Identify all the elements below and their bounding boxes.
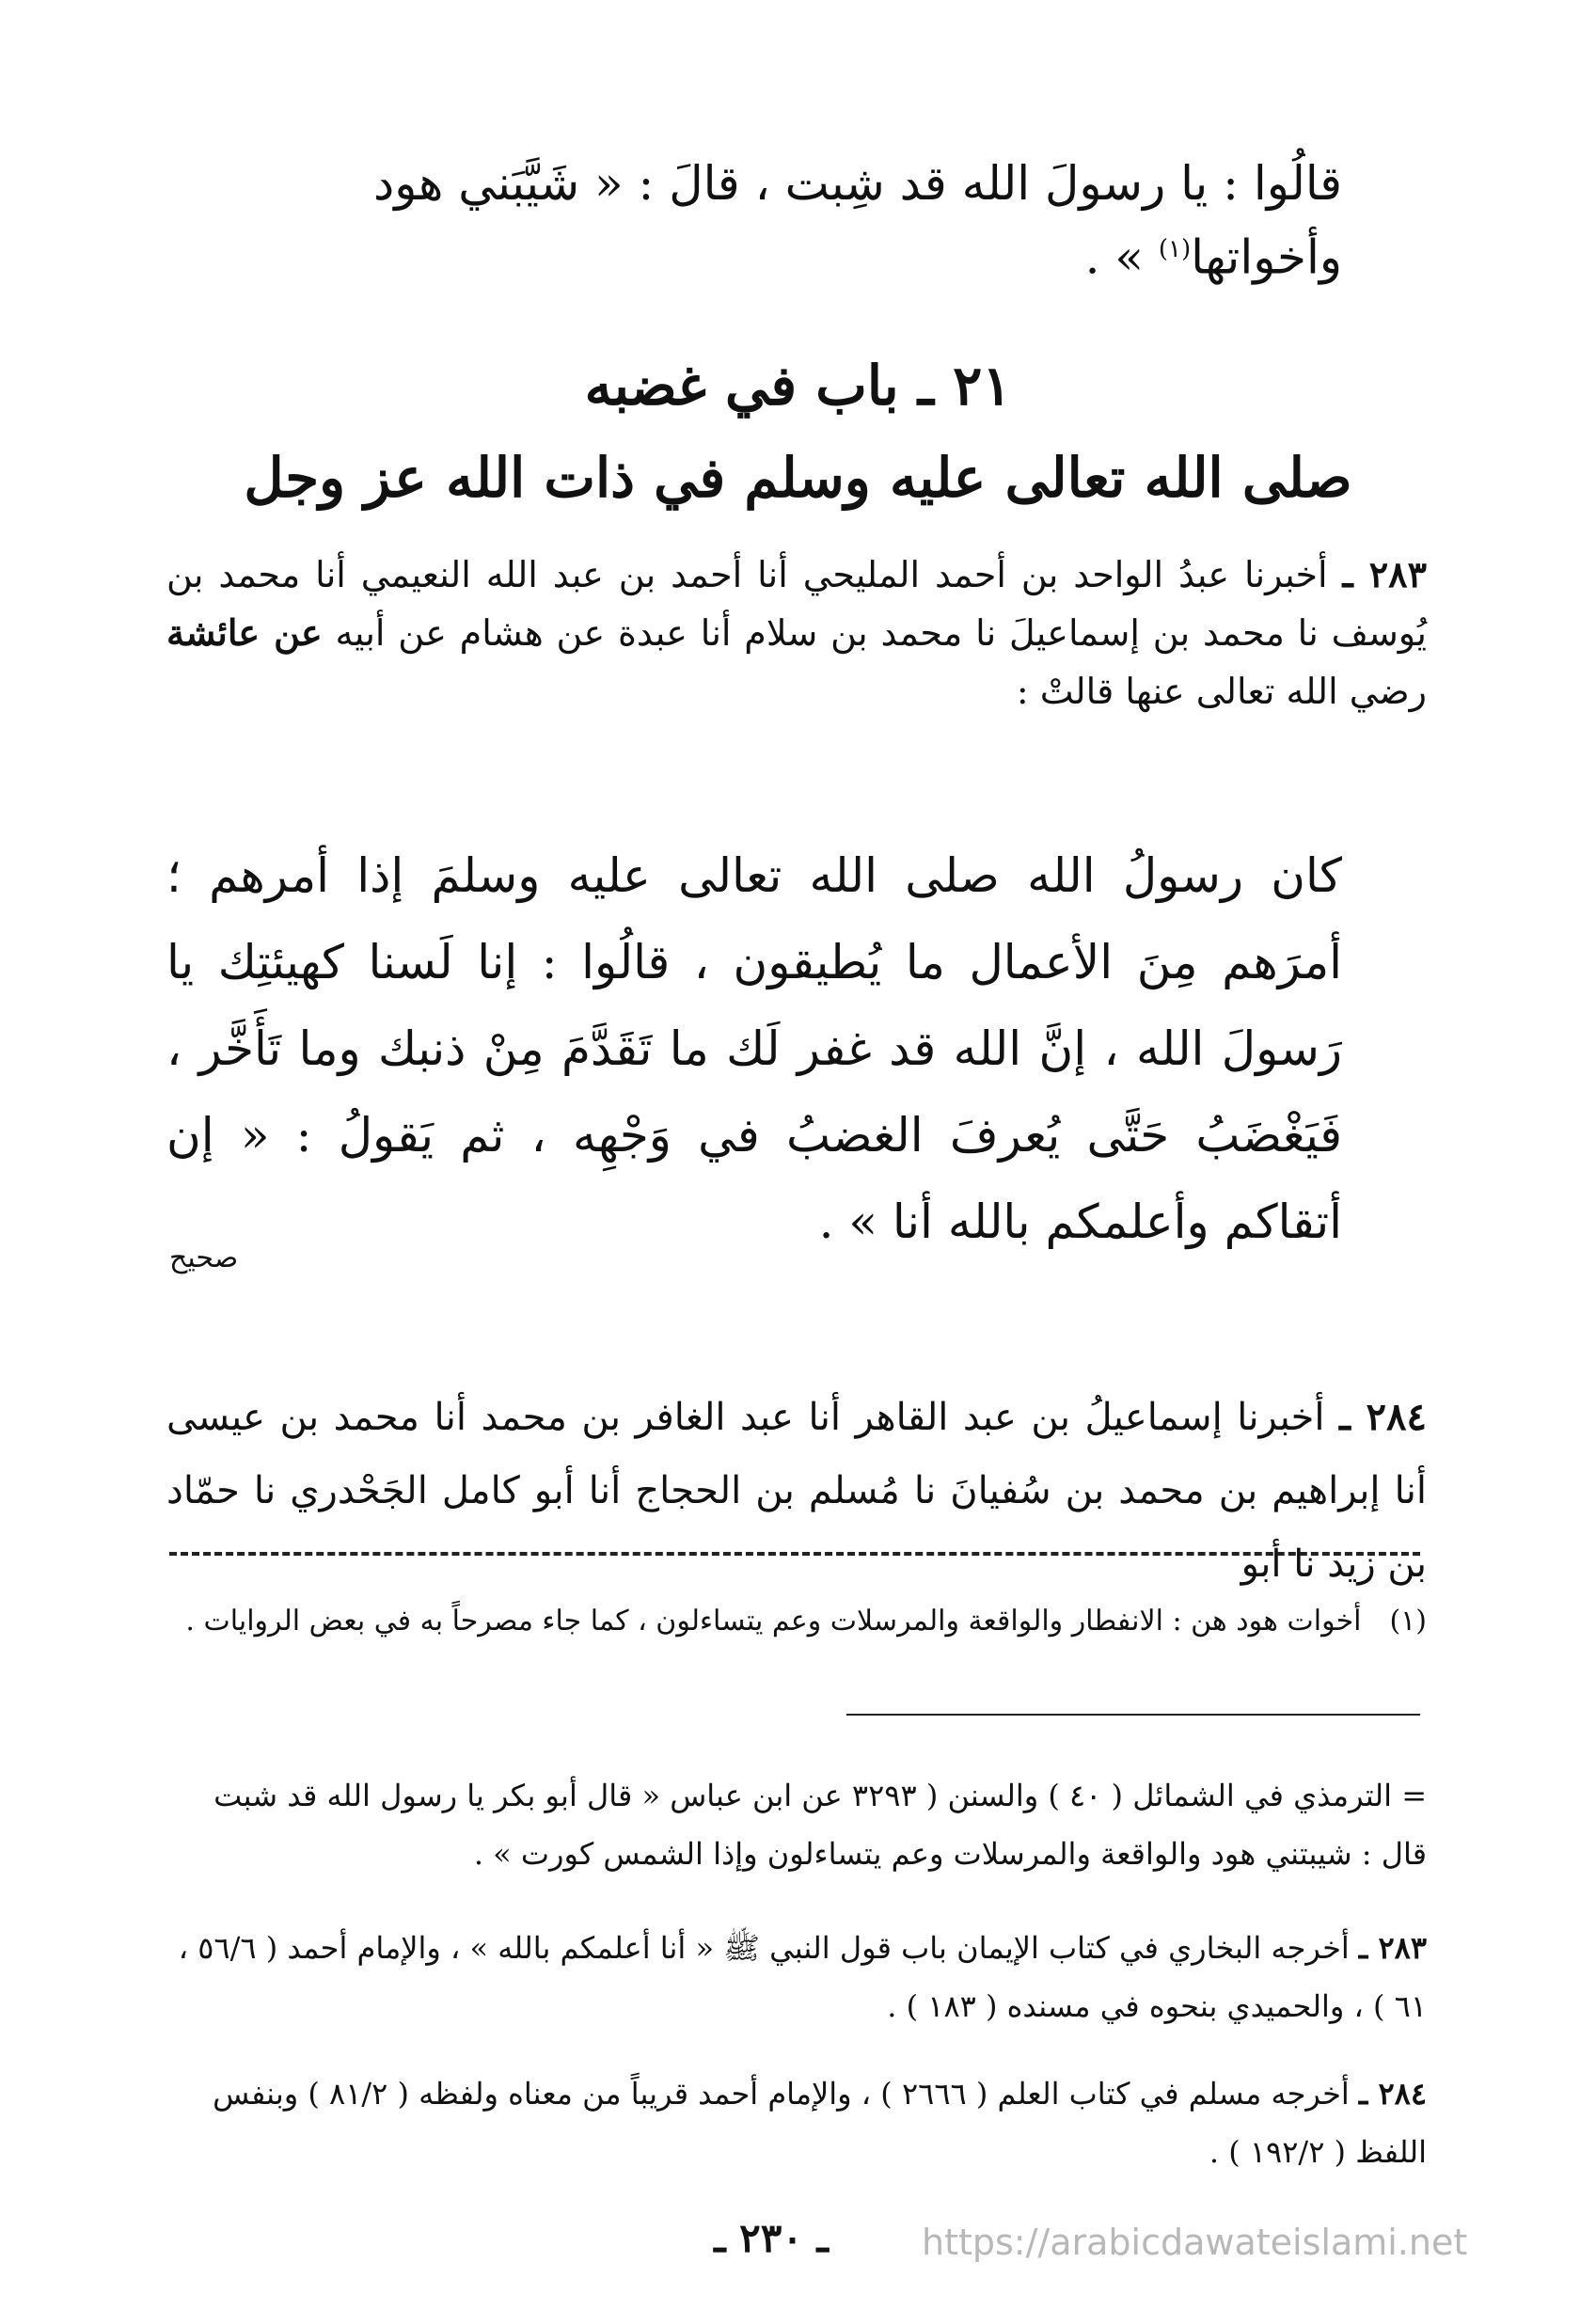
- previous-hadith-ending: [213, 150, 1342, 291]
- isnad-end: رضي الله تعالى عنها قالتْ :: [1016, 671, 1427, 712]
- matn-text: كان رسولُ الله صلى الله تعالى عليه وسلمَ إذا أمرهم ؛ أمرَهم مِنَ الأعمال ما يُطيقون ، قالُوا : إنا لَسنا كهيئتِك يا رَسولَ الله ، إنَّ الله قد غفر لَك ما تَقَدَّمَ مِنْ ذنبك وما تَأَخَّر ، فَيَغْضَبُ حَتَّى يُعرفَ الغضبُ في وَجْهِه ، ثم يَقولُ : « إن أتقاكم وأعلمكم بالله أنا » .: [166, 848, 1342, 1249]
- isnad-narrator-bold: عن عائشة: [166, 611, 323, 654]
- isnad-text: أخبرنا إسماعيلُ بن عبد القاهر أنا عبد الغافر بن محمد أنا محمد بن عيسى أنا إبراهيم بن محمد بن سُفيانَ نا مُسلم بن الحجاج أنا أبو كامل الجَحْدري نا حمّاد بن زيد نا أبو: [166, 1396, 1427, 1586]
- footnote-ref[interactable]: (١): [1158, 235, 1192, 263]
- takhrij-284: [166, 2065, 1427, 2181]
- isnad-text: أخبرنا عبدُ الواحد بن أحمد المليحي أنا أحمد بن عبد الله النعيمي أنا محمد بن يُوسف نا محمد بن إسماعيلَ نا محمد بن سلام أنا عبدة عن هشام عن أبيه: [166, 554, 1427, 654]
- footnote-mark: (١): [1389, 1605, 1427, 1638]
- takhrij-number: ٢٨٣ ـ: [1358, 1930, 1427, 1966]
- takhrij-number: ٢٨٤ ـ: [1358, 2076, 1427, 2112]
- takhrij-text: أخرجه مسلم في كتاب العلم ( ٢٦٦٦ ) ، والإمام أحمد قريباً من معناه ولفظه ( ٨١/٢ ) وبنفس اللفظ ( ١٩٢/٢ ) .: [213, 2076, 1427, 2170]
- hadith-283-isnad: [166, 546, 1427, 720]
- footnote-text: أخوات هود هن : الانفطار والواقعة والمرسلات وعم يتساءلون ، كما جاء مصرحاً به في بعض الروايات .: [185, 1605, 1362, 1638]
- watermark-url: https://arabicdawateislami.net: [922, 2222, 1468, 2263]
- chapter-title: ٢١ ـ باب في غضبه: [584, 354, 1012, 418]
- chapter-subtitle: صلى الله تعالى عليه وسلم في ذات الله عز وجل: [244, 446, 1352, 510]
- hadith-number: ٢٨٤ ـ: [1339, 1395, 1427, 1439]
- hadith-grade: صحيح: [169, 1242, 239, 1274]
- footnote-1: [166, 1599, 1427, 1644]
- takhrij-text: أخرجه البخاري في كتاب الإيمان باب قول النبي ﷺ « أنا أعلمكم بالله » ، والإمام أحمد ( ٥٦/٦ ، ٦١ ) ، والحميدي بنحوه في مسنده ( ١٨٣ ) .: [178, 1930, 1427, 2024]
- page-number: ـ ٢٣٠ ـ: [714, 2215, 829, 2261]
- hadith-number: ٢٨٣ ـ: [1342, 553, 1427, 595]
- previous-hadith-text: قالُوا : يا رسولَ الله قد شِبت ، قالَ : « شَيَّبَني هود وأخواتها: [372, 156, 1342, 285]
- takhrij-283: [166, 1919, 1427, 2035]
- hadith-283-matn: [166, 832, 1342, 1265]
- takhrij-continuation: = الترمذي في الشمائل ( ٤٠ ) والسنن ( ٣٢٩٣ عن ابن عباس « قال أبو بكر يا رسول الله قد شبت قال : شيبتني هود والواقعة والمرسلات وعم يتساءلون وإذا الشمس كورت » .: [213, 1778, 1427, 1872]
- footnote-separator: [169, 1552, 1420, 1556]
- notes-separator: [846, 1714, 1420, 1716]
- hadith-284-isnad: [166, 1381, 1427, 1601]
- previous-hadith-end: » .: [1084, 229, 1159, 285]
